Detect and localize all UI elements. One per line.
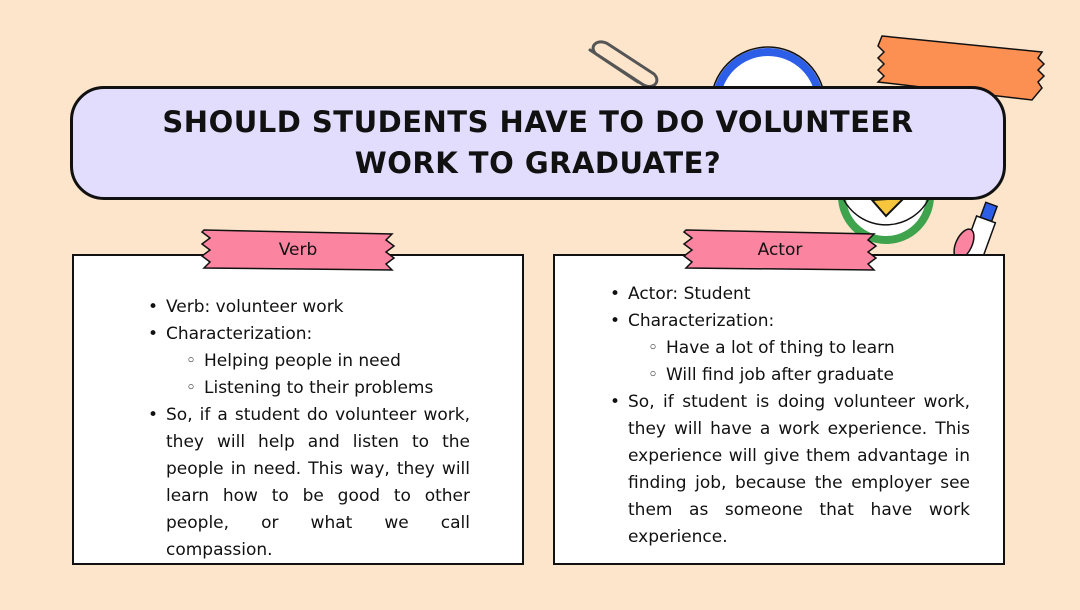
list-item: • Verb: volunteer work: [148, 294, 470, 321]
page-title: SHOULD STUDENTS HAVE TO DO VOLUNTEER WORK TO GRADUATE?: [162, 105, 914, 180]
list-item: ◦ Have a lot of thing to learn: [610, 335, 970, 362]
list-item: ◦ Listening to their problems: [148, 375, 470, 402]
verb-list: [148, 294, 470, 564]
actor-list: [610, 281, 970, 551]
list-item: • Characterization:: [610, 308, 970, 335]
list-item: ◦ Will find job after graduate: [610, 362, 970, 389]
list-item: • Actor: Student: [610, 281, 970, 308]
actor-tag-label: Actor: [757, 240, 803, 260]
list-item: • Characterization:: [148, 321, 470, 348]
list-item: • So, if student is doing volunteer work, they will have a work experience. This experience will give them advantage in finding job, because the employer see them as someone that have work experience.: [610, 389, 970, 551]
actor-tag: [680, 228, 880, 272]
title-banner: [70, 86, 1006, 200]
list-item: ◦ Helping people in need: [148, 348, 470, 375]
verb-tag: [198, 228, 398, 272]
marker-icon: [950, 200, 1010, 260]
list-item: • So, if a student do volunteer work, they will help and listen to the people in need. This way, they will learn how to be good to other people, or what we call compassion.: [148, 402, 470, 564]
verb-tag-label: Verb: [278, 240, 318, 260]
